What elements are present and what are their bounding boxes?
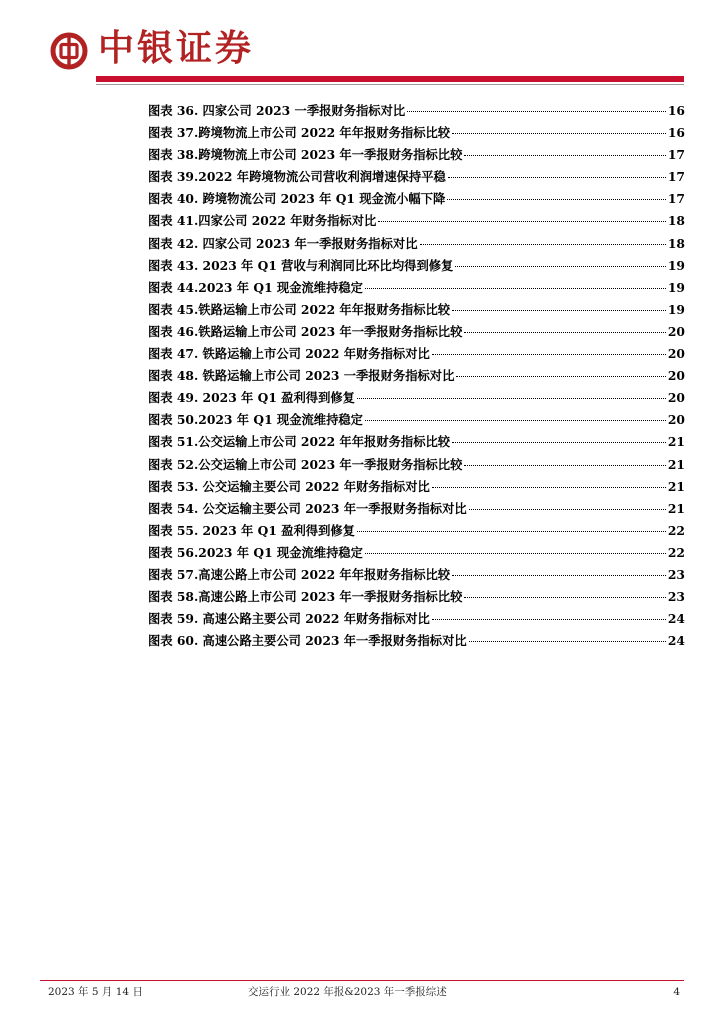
toc-leader-dots [378, 221, 666, 222]
footer-rule [40, 980, 684, 981]
toc-leader-dots [464, 465, 665, 466]
toc-entry-page: 20 [667, 412, 685, 428]
toc-entry-title: 图表 50.2023 年 Q1 现金流维持稳定 [148, 412, 363, 428]
toc-entry[interactable] [148, 564, 685, 586]
toc-leader-dots [365, 288, 666, 289]
toc-entry-page: 16 [667, 125, 685, 141]
toc-entry-title: 图表 38.跨境物流上市公司 2023 年一季报财务指标比较 [148, 147, 463, 163]
toc-leader-dots [452, 442, 666, 443]
toc-leader-dots [407, 111, 666, 112]
toc-entry[interactable] [148, 299, 685, 321]
toc-entry[interactable] [148, 188, 685, 210]
toc-entry-title: 图表 42. 四家公司 2023 年一季报财务指标对比 [148, 235, 418, 251]
toc-entry[interactable] [148, 520, 685, 542]
toc-entry-page: 18 [667, 213, 685, 229]
toc-entry-page: 17 [667, 169, 685, 185]
toc-entry[interactable] [148, 365, 685, 387]
toc-leader-dots [464, 597, 665, 598]
toc-entry-page: 19 [667, 257, 685, 273]
toc-entry[interactable] [148, 255, 685, 277]
toc-entry-title: 图表 48. 铁路运输上市公司 2023 一季报财务指标对比 [148, 368, 455, 384]
toc-entry[interactable] [148, 233, 685, 255]
toc-leader-dots [357, 531, 666, 532]
toc-entry[interactable] [148, 100, 685, 122]
toc-entry-title: 图表 55. 2023 年 Q1 盈利得到修复 [148, 522, 355, 538]
toc-entry[interactable] [148, 586, 685, 608]
toc-entry-title: 图表 47. 铁路运输上市公司 2022 年财务指标对比 [148, 346, 430, 362]
footer-date: 2023 年 5 月 14 日 [48, 986, 143, 998]
toc-entry-page: 21 [667, 456, 685, 472]
toc-entry-title: 图表 39.2022 年跨境物流公司营收利润增速保持平稳 [148, 169, 446, 185]
toc-entry-page: 17 [667, 147, 685, 163]
toc-entry-title: 图表 40. 跨境物流公司 2023 年 Q1 现金流小幅下降 [148, 191, 446, 207]
toc-entry[interactable] [148, 343, 685, 365]
toc-leader-dots [469, 509, 666, 510]
toc-entry-title: 图表 36. 四家公司 2023 一季报财务指标对比 [148, 103, 406, 118]
toc-entry-page: 22 [667, 522, 685, 538]
toc-entry[interactable] [148, 277, 685, 299]
toc-entry-page: 24 [667, 633, 685, 649]
toc-leader-dots [455, 266, 666, 267]
toc-entry-title: 图表 54. 公交运输主要公司 2023 年一季报财务指标对比 [148, 500, 467, 516]
toc-entry[interactable] [148, 454, 685, 476]
toc-leader-dots [452, 575, 666, 576]
toc-leader-dots [420, 244, 666, 245]
toc-leader-dots [469, 641, 666, 642]
toc-entry-title: 图表 53. 公交运输主要公司 2022 年财务指标对比 [148, 478, 430, 494]
page-footer [48, 984, 680, 1000]
toc-entry-page: 19 [667, 301, 685, 317]
toc-leader-dots [452, 133, 666, 134]
toc-leader-dots [432, 487, 666, 488]
toc-leader-dots [448, 177, 666, 178]
toc-entry-page: 19 [667, 279, 685, 295]
toc-entry-page: 20 [667, 323, 685, 339]
toc-entry-title: 图表 41.四家公司 2022 年财务指标对比 [148, 213, 377, 229]
toc-entry-title: 图表 43. 2023 年 Q1 营收与利润同比环比均得到修复 [148, 257, 454, 273]
toc-leader-dots [365, 420, 666, 421]
toc-entry[interactable] [148, 387, 685, 409]
toc-leader-dots [456, 376, 665, 377]
toc-entry-page: 20 [667, 390, 685, 406]
brand-name: 中银证券 [98, 28, 255, 69]
toc-leader-dots [452, 310, 666, 311]
toc-entry[interactable] [148, 498, 685, 520]
toc-entry[interactable] [148, 542, 685, 564]
toc-entry-title: 图表 57.高速公路上市公司 2022 年年报财务指标比较 [148, 566, 451, 582]
toc-entry[interactable] [148, 409, 685, 431]
page-header [0, 0, 724, 84]
toc-entry-page: 21 [667, 434, 685, 450]
toc-entry[interactable] [148, 144, 685, 166]
toc-entry-title: 图表 37.跨境物流上市公司 2022 年年报财务指标比较 [148, 125, 451, 141]
header-rule [96, 76, 684, 82]
toc-leader-dots [432, 619, 666, 620]
bank-of-china-logo-icon [50, 32, 88, 70]
toc-entry-title: 图表 45.铁路运输上市公司 2022 年年报财务指标比较 [148, 301, 451, 317]
header-rule-thin [96, 84, 684, 85]
toc-entry-title: 图表 56.2023 年 Q1 现金流维持稳定 [148, 544, 363, 560]
toc-entry[interactable] [148, 122, 685, 144]
toc-entry-title: 图表 59. 高速公路主要公司 2022 年财务指标对比 [148, 611, 430, 627]
toc-entry-title: 图表 60. 高速公路主要公司 2023 年一季报财务指标对比 [148, 633, 467, 649]
toc-entry[interactable] [148, 431, 685, 453]
toc-leader-dots [447, 199, 666, 200]
toc-entry[interactable] [148, 630, 685, 652]
toc-leader-dots [365, 553, 666, 554]
toc-entry-page: 18 [667, 235, 685, 251]
toc-entry-title: 图表 49. 2023 年 Q1 盈利得到修复 [148, 390, 355, 406]
toc-leader-dots [432, 354, 666, 355]
toc-entry-title: 图表 51.公交运输上市公司 2022 年年报财务指标比较 [148, 434, 451, 450]
toc-leader-dots [464, 332, 665, 333]
toc-entry-page: 23 [667, 566, 685, 582]
toc-entry-page: 17 [667, 191, 685, 207]
toc-entry-page: 20 [667, 346, 685, 362]
toc-entry-page: 21 [667, 500, 685, 516]
toc-entry-title: 图表 46.铁路运输上市公司 2023 年一季报财务指标比较 [148, 323, 463, 339]
footer-page-number: 4 [673, 986, 680, 998]
toc-entry[interactable] [148, 166, 685, 188]
figure-list [148, 100, 685, 652]
toc-leader-dots [464, 155, 665, 156]
toc-entry-title: 图表 44.2023 年 Q1 现金流维持稳定 [148, 279, 363, 295]
toc-entry[interactable] [148, 321, 685, 343]
footer-report-title: 交运行业 2022 年报&2023 年一季报综述 [248, 986, 447, 998]
toc-entry[interactable] [148, 608, 685, 630]
toc-entry-page: 21 [667, 478, 685, 494]
toc-entry-title: 图表 58.高速公路上市公司 2023 年一季报财务指标比较 [148, 589, 463, 605]
toc-entry-page: 16 [667, 103, 685, 118]
toc-entry-title: 图表 52.公交运输上市公司 2023 年一季报财务指标比较 [148, 456, 463, 472]
toc-entry-page: 24 [667, 611, 685, 627]
toc-entry-page: 23 [667, 589, 685, 605]
toc-entry-page: 22 [667, 544, 685, 560]
toc-entry[interactable] [148, 210, 685, 232]
toc-entry-page: 20 [667, 368, 685, 384]
toc-leader-dots [357, 398, 666, 399]
toc-entry[interactable] [148, 476, 685, 498]
